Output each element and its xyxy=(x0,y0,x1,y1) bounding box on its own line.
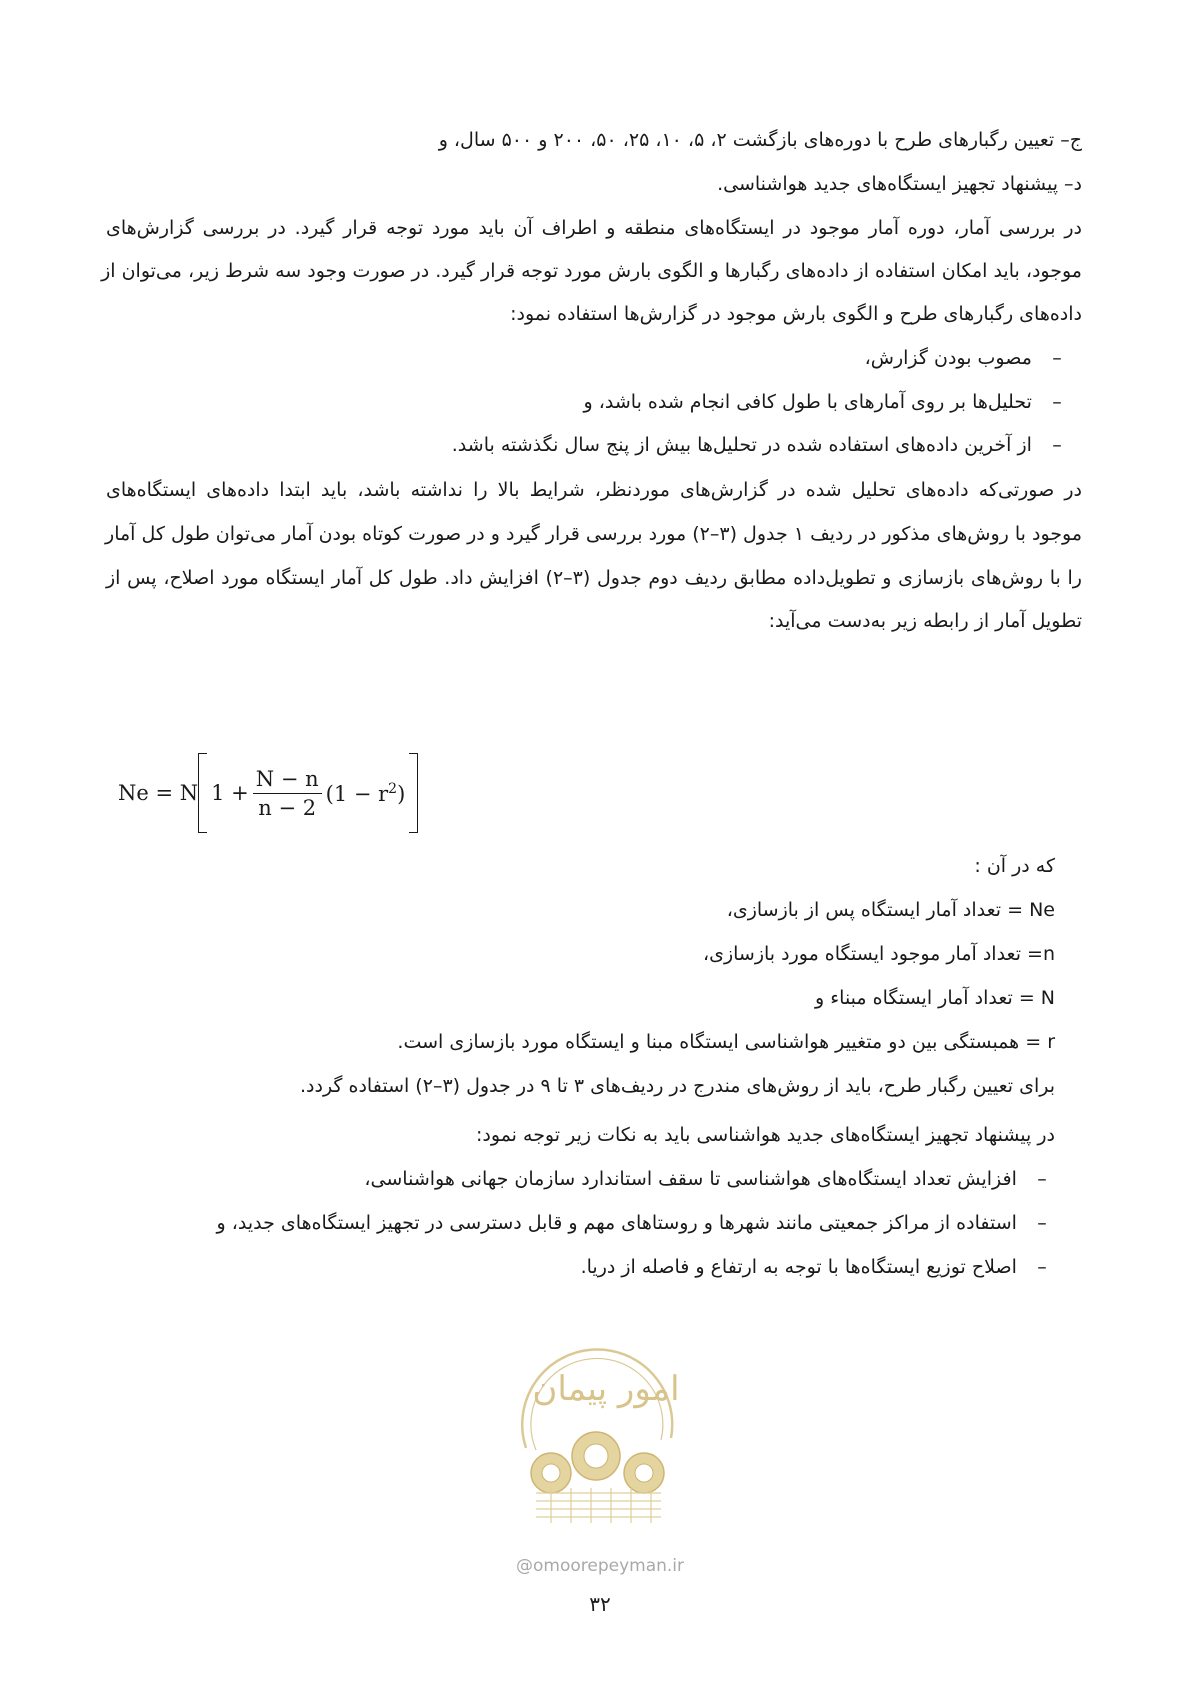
fraction-numerator: N − n xyxy=(253,768,322,794)
watermark-site: @omoorepeyman.ir xyxy=(515,1556,685,1576)
condition-text: از آخرین داده‌های استفاده شده در تحلیل‌ها بیش از پنج سال نگذشته باشد. xyxy=(451,434,1032,456)
stations-intro: در پیشنهاد تجهیز ایستگاه‌های جدید هواشناسی باید به نکات زیر توجه نمود: xyxy=(476,1124,1055,1146)
station-point-text: استفاده از مراکز جمعیتی مانند شهرها و روستاهای مهم و قابل دسترسی در تجهیز ایستگاه‌های جدید، و xyxy=(216,1212,1017,1234)
equation-ne xyxy=(118,750,418,836)
bullet-dash: – xyxy=(1037,1256,1047,1278)
fraction-denominator: n − 2 xyxy=(258,795,317,820)
condition-text: مصوب بودن گزارش، xyxy=(864,347,1032,369)
condition-item-1 xyxy=(865,345,1070,371)
definition-n-small: n= تعداد آمار موجود ایستگاه مورد بازسازی، xyxy=(702,943,1055,965)
watermark-logo-text: امور پیمان xyxy=(532,1369,680,1409)
bullet-dash: – xyxy=(1052,347,1062,369)
equation-factor: $(1 - r^2)$ xyxy=(325,780,406,806)
station-point-3 xyxy=(581,1254,1055,1280)
bullet-dash: – xyxy=(1052,391,1062,413)
fraction xyxy=(253,768,322,819)
equation-lhs: Ne = N xyxy=(118,781,199,805)
list-item-d: د– پیشنهاد تجهیز ایستگاه‌های جدید هواشناسی. xyxy=(717,173,1082,195)
station-point-text: اصلاح توزیع ایستگاه‌ها با توجه به ارتفاع و فاصله از دریا. xyxy=(580,1256,1017,1278)
design-storm-sentence: برای تعیین رگبار طرح، باید از روش‌های مندرج در ردیف‌های ۳ تا ۹ در جدول (۳–۲) استفاده گردد. xyxy=(299,1075,1055,1097)
definition-r: r = همبستگی بین دو متغییر هواشناسی ایستگاه مبنا و ایستگاه مورد بازسازی است. xyxy=(397,1031,1055,1053)
watermark-logo-icon xyxy=(496,1328,696,1528)
paragraph-2-line-1: در صورتی‌که داده‌های تحلیل شده در گزارش‌های موردنظر، شرایط بالا را نداشته باشد، باید ابتدا داده‌های ایستگاه‌های xyxy=(106,479,1082,501)
definition-n-big: N = تعداد آمار ایستگاه مبناء و xyxy=(815,987,1055,1009)
equation-one-plus: 1 + xyxy=(211,781,249,805)
bracket-content xyxy=(207,768,409,819)
paragraph-2-line-2: موجود با روش‌های مذکور در ردیف ۱ جدول (۳–۲) مورد بررسی قرار گیرد و در صورت کوتاه بودن آمار می‌توان طول کل آمار xyxy=(105,523,1082,545)
condition-item-2 xyxy=(584,389,1070,415)
paragraph-1-line-1: در بررسی آمار، دوره آمار موجود در ایستگاه‌های منطقه و اطراف آن باید مورد توجه قرار گیرد. در بررسی گزارش‌های xyxy=(106,217,1082,239)
station-point-2 xyxy=(217,1210,1055,1236)
paragraph-2-line-4: تطویل آمار از رابطه زیر به‌دست می‌آید: xyxy=(768,610,1082,632)
list-item-c: ج– تعیین رگبارهای طرح با دوره‌های بازگشت ۲، ۵، ۱۰، ۲۵، ۵۰، ۲۰۰ و ۵۰۰ سال، و xyxy=(438,129,1082,151)
condition-text: تحلیل‌ها بر روی آمارهای با طول کافی انجام شده باشد، و xyxy=(583,391,1032,413)
station-point-text: افزایش تعداد ایستگاه‌های هواشناسی تا سقف استاندارد سازمان جهانی هواشناسی، xyxy=(364,1168,1017,1190)
paragraph-1-line-3: داده‌های رگبارهای طرح و الگوی بارش موجود در گزارش‌ها استفاده نمود: xyxy=(510,303,1082,325)
station-point-1 xyxy=(364,1166,1055,1192)
definition-ne: Ne = تعداد آمار ایستگاه پس از بازسازی، xyxy=(726,899,1055,921)
paragraph-2-line-3: را با روش‌های بازسازی و تطویل‌داده مطابق ردیف دوم جدول (۳–۲) افزایش داد. طول کل آمار ایستگاه مورد اصلاح، پس از xyxy=(106,567,1082,589)
right-bracket xyxy=(409,753,418,833)
page-number: ۳۲ xyxy=(589,1592,611,1616)
left-bracket xyxy=(198,753,207,833)
where-label: که در آن : xyxy=(974,855,1055,877)
equation-exponent: 2 xyxy=(388,780,398,797)
bullet-dash: – xyxy=(1037,1168,1047,1190)
paragraph-1-line-2: موجود، باید امکان استفاده از داده‌های رگبارها و الگوی بارش مورد توجه قرار گیرد. در صورت وجود سه شرط زیر، می‌توان از xyxy=(101,260,1082,282)
bullet-dash: – xyxy=(1052,434,1062,456)
bullet-dash: – xyxy=(1037,1212,1047,1234)
condition-item-3 xyxy=(452,432,1070,458)
